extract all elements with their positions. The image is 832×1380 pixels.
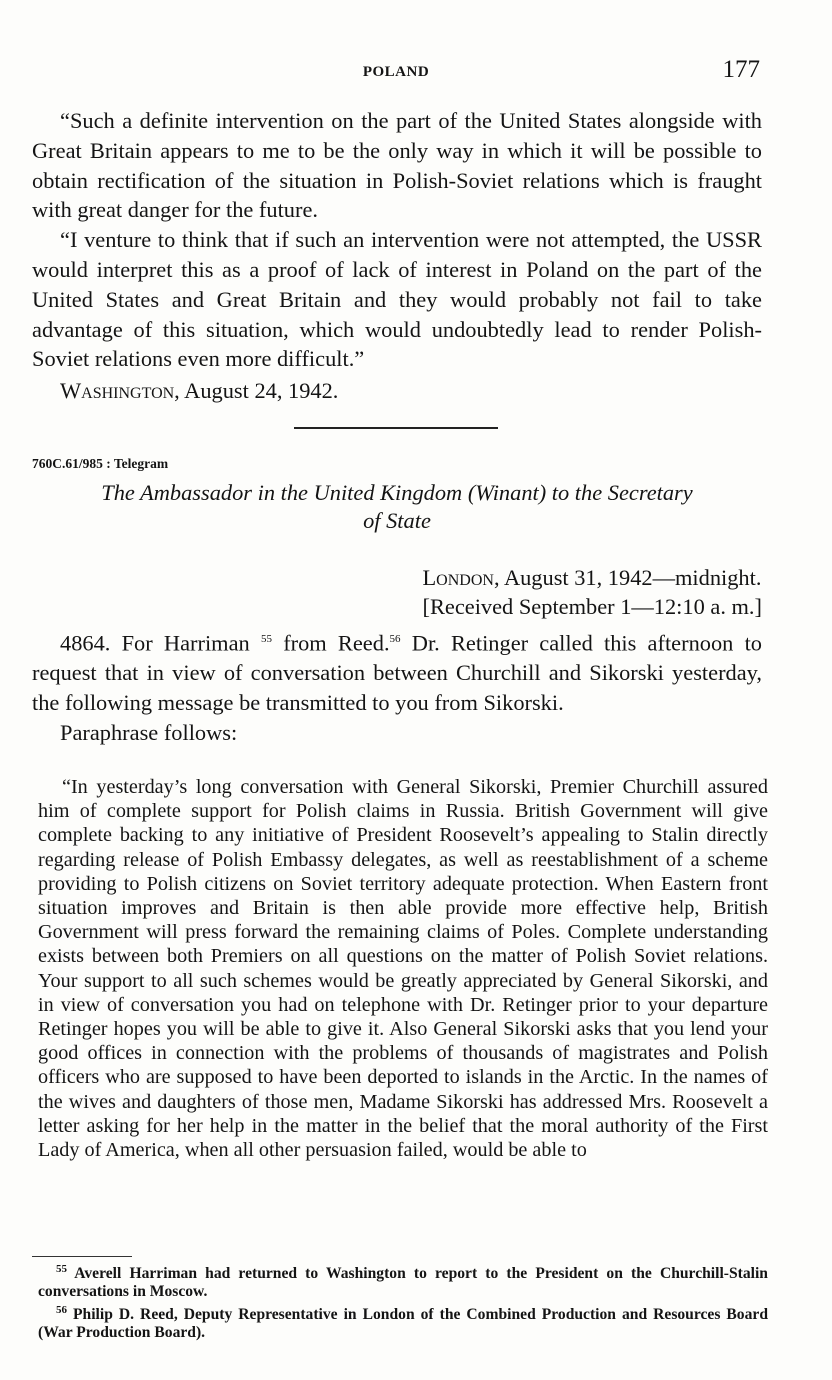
dateline-sent [423,563,763,592]
footnote-mark-56: 56 [56,1304,67,1317]
footnote-56 [38,1301,768,1342]
quote-signoff [32,376,762,406]
body-text-rest: Dr. Retinger called this afternoon to request that in view of conversation between Churchill and Sikorski yesterday, the following message be transmitted to you from Sikorski. [32,630,762,716]
dateline [423,563,763,621]
signoff-place: Washington, [60,378,180,404]
footnote-divider [32,1256,132,1257]
dateline-date: August 31, 1942—midnight. [503,565,762,590]
top-quote [32,106,762,406]
title-line-2: of State [363,508,431,533]
footnote-text-56: Philip D. Reed, Deputy Representative in London of the Combined Production and Resources Board (War Production Board). [38,1306,768,1342]
paraphrased-message [38,775,768,1162]
signoff-date: August 24, 1942. [184,378,339,404]
footnote-text-55: Averell Harriman had returned to Washington to report to the President on the Churchill-Stalin conversations in Moscow. [38,1265,768,1301]
message-text: “In yesterday’s long conversation with General Sikorski, Premier Churchill assured him of complete support for Polish claims in Russia. British Government will give complete backing to any initiative of President Roosevelt’s appealing to Stalin directly regarding release of Polish Embassy delegates, as well as reestablishment of a scheme providing to Polish citizens on Soviet territory adequate protection. When Eastern front situation improves and Britain is then able provide more effective help, British Government will press forward the remaining claims of Poles. Complete understanding exists between both Premiers on all questions on the matter of Polish Soviet relations. Your support to all such schemes would be greatly appreciated by General Sikorski, and in view of conversation you had on telephone with Dr. Retinger prior to your departure Retinger hopes you will be able to give it. Also General Sikorski asks that you lend your good offices in connection with the problems of thousands of magistrates and Polish officers who are supposed to have been deported to islands in the Arctic. In the names of the wives and daughters of those men, Madame Sikorski has addressed Mrs. Roosevelt a letter asking for her help in the matter in the belief that the moral authority of the First Lady of America, when all other persuasion failed, would be able to [38,776,768,1162]
footnote-ref-56: 56 [389,633,401,645]
document-title [32,479,762,535]
quote-paragraph-1: “Such a definite intervention on the part of the United States alongside with Great Britain appears to me to be the only way in which it will be possible to obtain rectification of the situation in Polish-Soviet relations which is fraught with great danger for the future. [32,108,762,223]
quote-paragraph-2: “I venture to think that if such an intervention were not attempted, the USSR would interpret this as a proof of lack of interest in Poland on the part of the United States and Great Britain and they would probably not fail to take advantage of this situation, which would undoubtedly lead to render Polish-Soviet relations even more difficult.” [32,227,762,372]
telegram-body [32,625,762,748]
body-paragraph-1 [32,625,762,718]
footnotes [38,1260,768,1342]
dateline-received: [Received September 1—12:10 a. m.] [422,594,762,619]
body-from: from Reed. [283,630,390,656]
body-paragraph-2: Paraphrase follows: [60,719,238,745]
running-head: POLAND [362,64,430,80]
section-divider [294,427,498,429]
page-number: 177 [722,56,760,83]
file-id: 760C.61/985 : Telegram [32,456,169,471]
footnote-mark-55: 55 [56,1263,67,1275]
dateline-place: London, [422,565,500,590]
page-header [32,56,760,88]
telegram-number: 4864. For Harriman [60,630,250,656]
footnote-ref-55: 55 [260,633,272,645]
footnote-55 [38,1260,768,1301]
title-line-1: The Ambassador in the United Kingdom (Winant) to the Secretary [101,480,693,505]
